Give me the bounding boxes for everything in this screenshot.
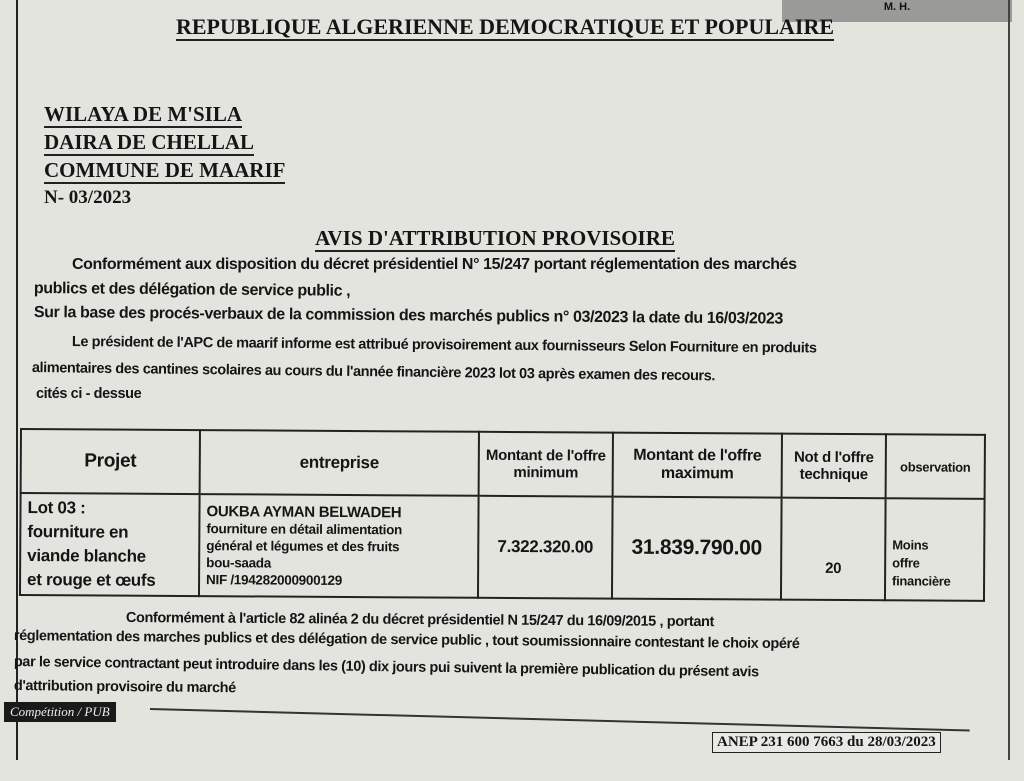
- col-projet: Projet: [21, 429, 200, 494]
- company-name: OUKBA AYMAN BELWADEH: [206, 502, 402, 521]
- intro-line: cités ci - dessue: [36, 386, 142, 402]
- cell-max: 31.839.790.00: [612, 497, 782, 600]
- col-entreprise: entreprise: [200, 430, 479, 496]
- intro-line: publics et des délégation de service public ,: [33, 280, 351, 300]
- republic-heading: [0, 14, 1010, 40]
- closing-line: réglementation des marches publics et des délégation de service public , tout soumissionnaire contestant le choix opéré: [13, 628, 800, 653]
- notice-title: [0, 226, 990, 251]
- cell-projet: [20, 493, 200, 596]
- notice-number: N- 03/2023: [44, 187, 132, 208]
- anep-reference: ANEP 231 600 7663 du 28/03/2023: [712, 732, 941, 753]
- rubric-label: Compétition / PUB: [4, 702, 116, 722]
- corner-label-text: M. H.: [883, 1, 911, 13]
- projet-line: viande blanche: [27, 546, 146, 566]
- attribution-table: [19, 428, 986, 602]
- company-line: bou-saada: [206, 554, 272, 571]
- closing-line: Conformément à l'article 82 alinéa 2 du décret présidentiel N 15/247 du 16/09/2015 , portant: [125, 610, 714, 631]
- notice-title-text: AVIS D'ATTRIBUTION PROVISOIRE: [315, 226, 675, 250]
- intro-line: Le président de l'APC de maarif informe est attribué provisoirement aux fournisseurs Selon Fourniture en produits: [71, 334, 817, 357]
- observation-line: Moins: [892, 537, 929, 553]
- company-line: général et légumes et des fruits: [206, 537, 400, 554]
- cell-observation: [885, 498, 985, 601]
- wilaya-text: WILAYA DE M'SILA: [44, 102, 243, 126]
- intro-line: Sur la base des procés-verbaux de la commission des marchés publics n° 03/2023 la date du 16/03/2023: [33, 304, 783, 328]
- cell-entreprise: [199, 494, 479, 598]
- intro-line: Conformément aux disposition du décret présidentiel N° 15/247 portant réglementation des marchés: [72, 256, 797, 273]
- commune: [44, 156, 285, 184]
- projet-line: et rouge et œufs: [27, 570, 156, 590]
- closing-line: par le service contractant peut introduire dans les (10) dix jours pui suivent la première publication du présent avis: [13, 654, 759, 681]
- closing-line: d'attribution provisoire du marché: [13, 678, 236, 697]
- observation-line: financière: [892, 573, 951, 589]
- commune-text: COMMUNE DE MAARIF: [44, 158, 286, 182]
- cell-min: 7.322.320.00: [478, 496, 613, 599]
- projet-line: fourniture en: [27, 522, 129, 542]
- col-note: Not d l'offre technique: [782, 434, 886, 499]
- col-max: Montant de l'offre maximum: [613, 433, 782, 498]
- projet-line: Lot 03 :: [27, 498, 86, 518]
- company-nif: NIF /194282000900129: [206, 571, 342, 588]
- intro-line: alimentaires des cantines scolaires au cours du l'année financière 2023 lot 03 après examen des recours.: [31, 360, 716, 385]
- col-observation: observation: [886, 434, 985, 499]
- daira-text: DAIRA DE CHELLAL: [44, 130, 255, 154]
- company-line: fourniture en détail alimentation: [206, 520, 403, 537]
- wilaya: [44, 100, 242, 128]
- table-header-row: [21, 429, 985, 499]
- daira: [44, 128, 254, 156]
- table-row: [20, 493, 985, 601]
- observation-line: offre: [892, 555, 920, 571]
- cell-note: 20: [781, 498, 886, 601]
- republic-text: REPUBLIQUE ALGERIENNE DEMOCRATIQUE ET POPULAIRE: [175, 14, 835, 39]
- col-min: Montant de l'offre minimum: [479, 432, 613, 497]
